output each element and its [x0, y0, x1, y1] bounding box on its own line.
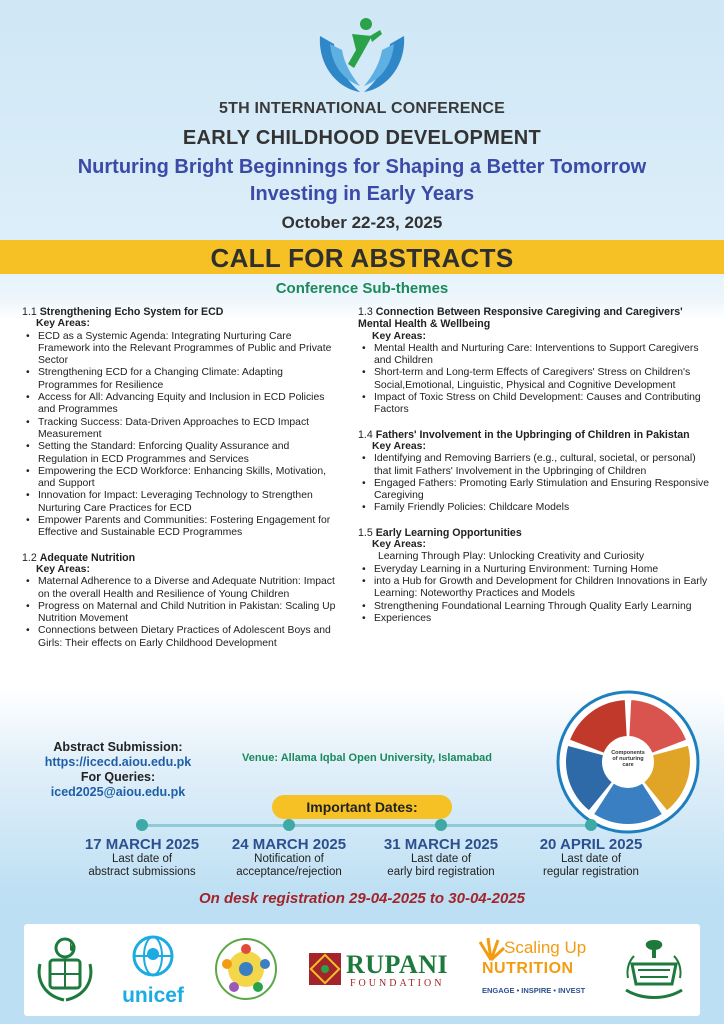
rupani-subtext: FOUNDATION [350, 978, 445, 989]
subtheme-title: 1.2 Adequate Nutrition [22, 551, 136, 564]
list-item: • Mental Health and Nurturing Care: Interventions to Support Caregivers and Children [358, 343, 710, 368]
conference-subtitle: Investing in Early Years [249, 183, 475, 205]
list-item: • Access for All: Advancing Equity and Inclusion in ECD Policies and Programmes [22, 392, 340, 417]
date-desc-line: Notification of [254, 853, 324, 865]
timeline-dot [585, 819, 597, 831]
key-areas-label: Key Areas: [372, 539, 426, 551]
wheel-center-label: Components of nurturing care [611, 750, 645, 768]
list-item: • Experiences [358, 613, 710, 625]
list-item: • Strengthening Foundational Learning Through Quality Early Learning [358, 601, 710, 613]
venue-text: Venue: Allama Iqbal Open University, Islamabad [241, 752, 493, 764]
ecd-network-logo-icon [210, 934, 282, 1004]
key-areas-label: Key Areas: [36, 563, 90, 575]
date-desc-line: Last date of [410, 853, 472, 865]
list-item: • Family Friendly Policies: Childcare Models [358, 502, 710, 514]
conference-dates: October 22-23, 2025 [281, 213, 443, 232]
rupani-wordmark: RUPANI [346, 950, 449, 979]
subtheme-title: 1.5 Early Learning Opportunities [358, 526, 522, 539]
list-item: • Short-term and Long-term Effects of Caregivers' Stress on Children's Social,Emotional, Linguistic, Physical and Cognitive Development [358, 367, 710, 392]
subtheme-1-4 [358, 429, 710, 515]
submission-label: Abstract Submission: [53, 740, 183, 754]
list-item: • Setting the Standard: Enforcing Quality Assurance and Regulation in ECD Programmes and Services [22, 441, 340, 466]
call-for-abstracts-title: CALL FOR ABSTRACTS [210, 243, 514, 273]
aiou-emblem-icon [622, 934, 686, 1004]
date-desc-line: acceptance/rejection [236, 866, 342, 878]
date-value: 24 MARCH 2025 [231, 836, 347, 853]
unicef-logo [118, 934, 188, 1007]
date-desc-line: early bird registration [387, 866, 495, 878]
timeline-dot [435, 819, 447, 831]
plain-item: Learning Through Play: Unlocking Creativity and Curiosity [378, 551, 645, 563]
conference-tagline: Nurturing Bright Beginnings for Shaping a Better Tomorrow [77, 156, 647, 178]
date-value: 17 MARCH 2025 [84, 836, 200, 853]
list-item: • Impact of Toxic Stress on Child Development: Causes and Contributing Factors [358, 392, 710, 417]
date-value: 31 MARCH 2025 [383, 836, 499, 853]
timeline-dot [136, 819, 148, 831]
right-column [358, 306, 710, 637]
list-item: • Everyday Learning in a Nurturing Environment: Turning Home [358, 564, 710, 576]
timeline-dot [283, 819, 295, 831]
key-areas-list [22, 576, 340, 650]
date-desc-line: regular registration [543, 866, 639, 878]
nurturing-care-wheel-icon [556, 690, 700, 834]
call-for-abstracts-banner [0, 240, 724, 274]
subthemes-heading: Conference Sub-themes [275, 280, 449, 297]
subtheme-1-5 [358, 527, 710, 625]
pakistan-emblem-icon [34, 934, 96, 1004]
date-value: 20 APRIL 2025 [539, 836, 643, 853]
important-dates-title: Important Dates: [272, 795, 452, 819]
rupani-emblem-icon [308, 952, 342, 986]
list-item: • Empowering the ECD Workforce: Enhancing Skills, Motivation, and Support [22, 466, 340, 491]
sun-top-text: Scaling Up [504, 938, 587, 957]
key-areas-label: Key Areas: [36, 318, 90, 330]
queries-email-link[interactable]: iced2025@aiou.edu.pk [50, 785, 186, 799]
date-item [511, 838, 671, 879]
list-item: • Identifying and Removing Barriers (e.g., cultural, societal, or personal) that limit Fathers' Involvement in the Upbringing of Children [358, 453, 710, 478]
key-areas-list [22, 331, 340, 540]
list-item: • into a Hub for Growth and Development for Children Innovations in Early Learning: Noteworthy Practices and Models [358, 576, 710, 601]
list-item: • Empower Parents and Communities: Fostering Engagement for Effective and Sustainable ECD Programmes [22, 515, 340, 540]
date-desc-line: abstract submissions [88, 866, 196, 878]
date-desc-line: Last date of [111, 853, 173, 865]
list-item: • Engaged Fathers: Promoting Early Stimulation and Ensuring Responsive Caregiving [358, 478, 710, 503]
key-areas-label: Key Areas: [372, 330, 426, 342]
list-item: • Connections between Dietary Practices of Adolescent Boys and Girls: Their effects on Early Childhood Development [22, 625, 340, 650]
conference-logo-icon [312, 14, 412, 96]
list-item: • Progress on Maternal and Child Nutrition in Pakistan: Scaling Up Nutrition Movement [22, 601, 340, 626]
sun-main-text: NUTRITION [482, 960, 574, 977]
subtheme-title: 1.4 Fathers' Involvement in the Upbringing of Children in Pakistan [358, 428, 690, 441]
left-column [22, 306, 340, 662]
list-item: • Innovation for Impact: Leveraging Technology to Strengthen Nurturing Care Practices for ECD [22, 490, 340, 515]
on-desk-registration: On desk registration 29-04-2025 to 30-04-2025 [199, 890, 525, 907]
queries-label: For Queries: [80, 770, 156, 784]
timeline-line [140, 824, 590, 827]
date-item [361, 838, 521, 879]
list-item: • Strengthening ECD for a Changing Climate: Adapting Programmes for Resilience [22, 367, 340, 392]
conference-title: EARLY CHILDHOOD DEVELOPMENT [182, 127, 542, 149]
subtheme-1-3 [358, 306, 710, 417]
date-item [62, 838, 222, 879]
unicef-globe-icon [118, 934, 188, 980]
date-item [209, 838, 369, 879]
subtheme-1-2 [22, 552, 340, 650]
key-areas-list [358, 564, 710, 625]
date-desc-line: Last date of [560, 853, 622, 865]
submission-info [28, 740, 208, 800]
unicef-wordmark: unicef [122, 984, 184, 1007]
list-item: • ECD as a Systemic Agenda: Integrating Nurturing Care Framework into the Relevant Programmes of Public and Private Sector [22, 331, 340, 368]
sun-tagline: ENGAGE • INSPIRE • INVEST [482, 986, 586, 995]
conference-number: 5TH INTERNATIONAL CONFERENCE [219, 100, 505, 117]
subtheme-title: 1.1 Strengthening Echo System for ECD [22, 306, 224, 318]
scaling-up-nutrition-logo [476, 934, 592, 1004]
key-areas-label: Key Areas: [372, 440, 426, 452]
list-item: • Tracking Success: Data-Driven Approaches to ECD Impact Measurement [22, 417, 340, 442]
rupani-foundation-logo [306, 934, 449, 1004]
submission-link[interactable]: https://icecd.aiou.edu.pk [44, 755, 192, 769]
list-item: • Maternal Adherence to a Diverse and Adequate Nutrition: Impact on the overall Health and Resilience of Young Children [22, 576, 340, 601]
subtheme-1-1 [22, 306, 340, 540]
subtheme-title: 1.3 Connection Between Responsive Caregiving and Caregivers' Mental Health & Wellbeing [358, 306, 683, 331]
sun-rays-icon [476, 936, 506, 962]
key-areas-list [358, 453, 710, 514]
key-areas-list [358, 343, 710, 417]
